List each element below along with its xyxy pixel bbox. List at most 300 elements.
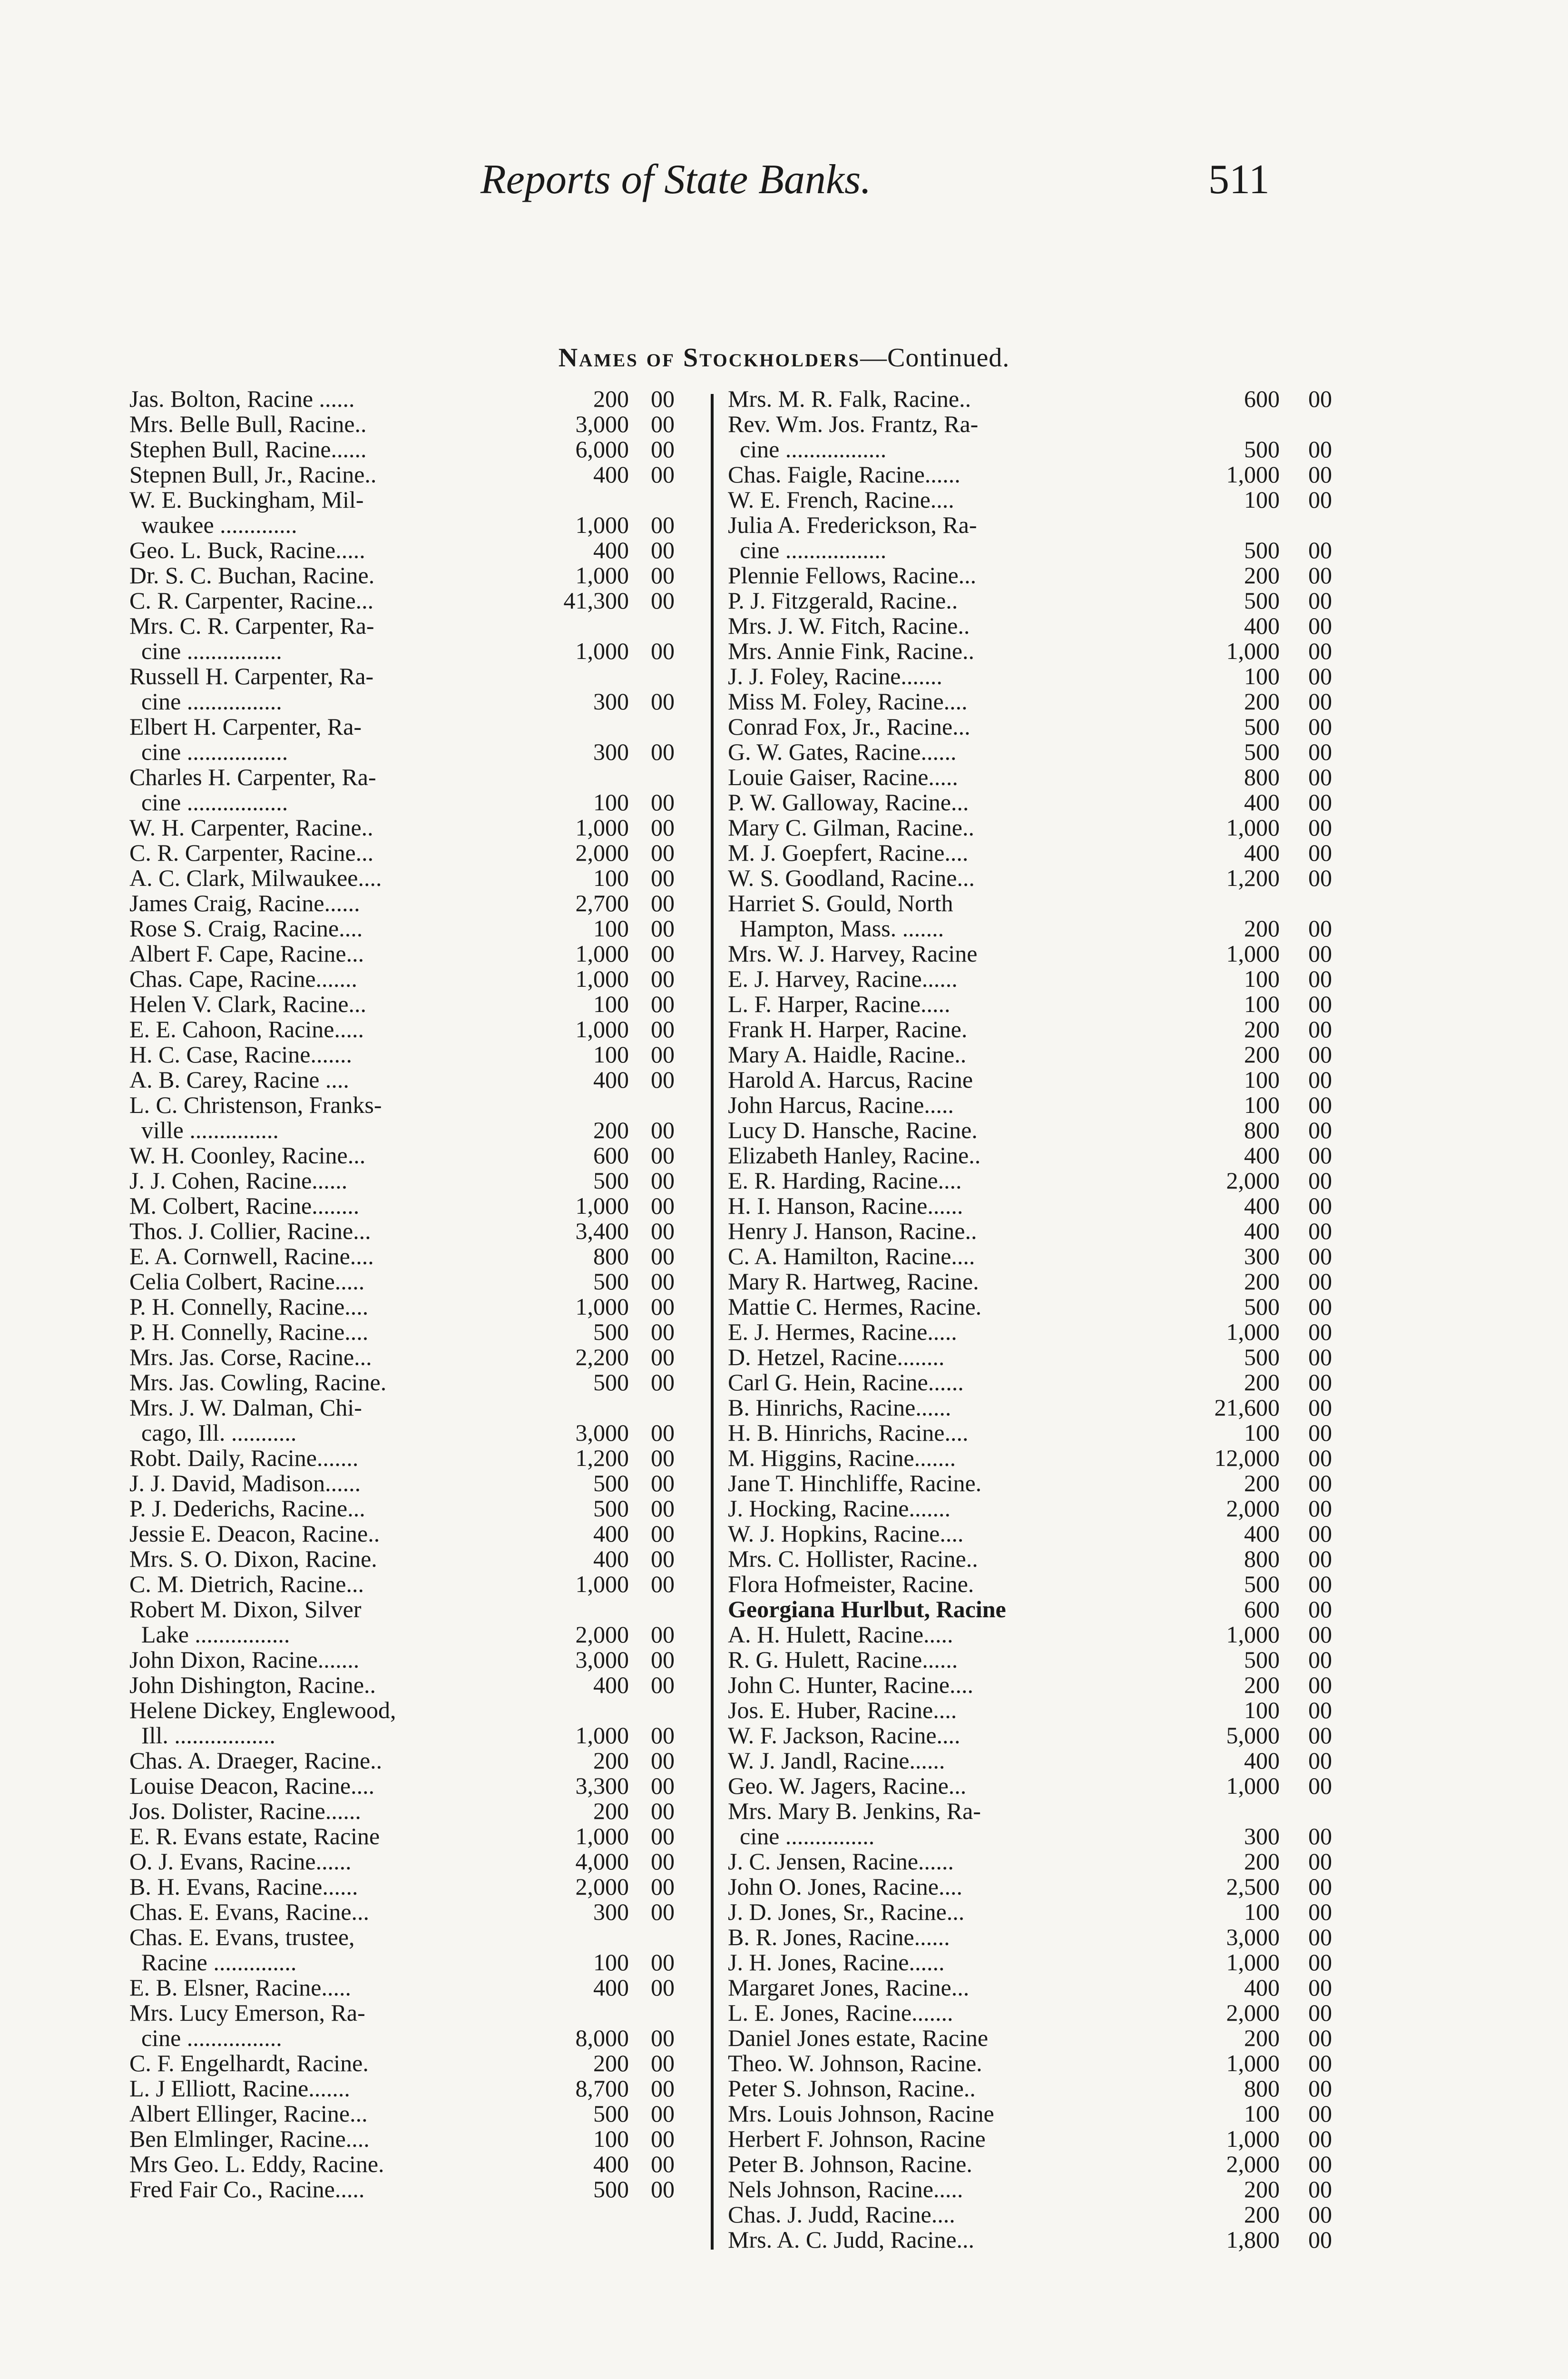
stockholder-entry	[129, 2177, 675, 2202]
stockholder-entry	[728, 2227, 1332, 2252]
stockholder-entry	[728, 1067, 1332, 1092]
stockholder-name: Charles H. Carpenter, Ra- cine .................	[129, 764, 376, 816]
stockholder-name: E. R. Evans estate, Racine	[129, 1823, 380, 1849]
share-amount-dollars: 1,200	[575, 1445, 629, 1471]
share-amount-dollars: 500	[593, 1369, 629, 1396]
share-amount-cents: 00	[1308, 587, 1332, 614]
stockholder-entry	[728, 1622, 1332, 1647]
stockholder-name: Conrad Fox, Jr., Racine...	[728, 713, 970, 740]
share-amount-cents: 00	[1308, 2025, 1332, 2051]
share-amount-dollars: 1,000	[575, 1823, 629, 1849]
stockholder-entry	[728, 1294, 1332, 1319]
share-amount-dollars: 400	[593, 1671, 629, 1698]
stockholder-name: A. B. Carey, Racine ....	[129, 1066, 349, 1093]
stockholder-entry	[129, 1521, 675, 1546]
stockholder-name: Geo. W. Jagers, Racine...	[728, 1772, 967, 1799]
share-amount-cents: 00	[1308, 537, 1332, 563]
stockholder-name: A. C. Clark, Milwaukee....	[129, 865, 382, 891]
stockholder-name: Helene Dickey, Englewood, Ill. .................	[129, 1697, 396, 1749]
share-amount-cents: 00	[1308, 1621, 1332, 1648]
share-amount-cents: 00	[651, 1671, 675, 1698]
stockholder-entry	[728, 487, 1332, 512]
stockholder-entry	[728, 2000, 1332, 2025]
share-amount-dollars: 2,000	[575, 1621, 629, 1648]
share-amount-dollars: 200	[593, 2050, 629, 2076]
stockholder-name: W. H. Carpenter, Racine..	[129, 814, 373, 841]
share-amount-cents: 00	[1308, 1545, 1332, 1572]
stockholder-name: Robert M. Dixon, Silver Lake ................	[129, 1596, 362, 1648]
share-amount-dollars: 500	[593, 1268, 629, 1295]
share-amount-dollars: 2,000	[1226, 1999, 1280, 2026]
stockholder-entry	[728, 1647, 1332, 1672]
share-amount-cents: 00	[651, 1949, 675, 1976]
stockholder-name: M. Higgins, Racine.......	[728, 1445, 956, 1471]
share-amount-cents: 00	[1308, 1268, 1332, 1295]
share-amount-cents: 00	[1308, 738, 1332, 765]
stockholder-entry	[129, 1042, 675, 1067]
stockholder-entry	[129, 1925, 675, 1975]
stockholder-entry	[728, 1597, 1332, 1622]
share-amount-cents: 00	[651, 738, 675, 765]
share-amount-cents: 00	[1308, 1117, 1332, 1143]
share-amount-cents: 00	[651, 1293, 675, 1320]
stockholder-name: John Harcus, Racine.....	[728, 1091, 954, 1118]
stockholder-name: Harriet S. Gould, North Hampton, Mass. .......	[728, 890, 953, 942]
share-amount-dollars: 3,300	[575, 1772, 629, 1799]
share-amount-cents: 00	[1308, 965, 1332, 992]
stockholder-name: O. J. Evans, Racine......	[129, 1848, 352, 1875]
section-title-main: Names of Stockholders	[558, 343, 860, 373]
share-amount-dollars: 500	[1244, 587, 1280, 614]
share-amount-dollars: 2,500	[1226, 1873, 1280, 1900]
stockholder-entry	[129, 2101, 675, 2126]
share-amount-cents: 00	[651, 1722, 675, 1749]
share-amount-dollars: 400	[1244, 612, 1280, 639]
share-amount-dollars: 1,000	[1226, 940, 1280, 967]
stockholder-name: C. M. Dietrich, Racine...	[129, 1571, 364, 1597]
share-amount-cents: 00	[651, 940, 675, 967]
share-amount-dollars: 1,200	[1226, 865, 1280, 891]
share-amount-cents: 00	[1308, 814, 1332, 841]
stockholder-name: E. R. Harding, Racine....	[728, 1167, 962, 1194]
share-amount-dollars: 800	[1244, 1545, 1280, 1572]
share-amount-dollars: 400	[593, 1066, 629, 1093]
stockholder-name: Plennie Fellows, Racine...	[728, 562, 977, 589]
stockholder-entry	[728, 588, 1332, 613]
share-amount-dollars: 200	[593, 1117, 629, 1143]
stockholder-name: Albert Ellinger, Racine...	[129, 2100, 368, 2127]
share-amount-dollars: 1,000	[1226, 1318, 1280, 1345]
share-amount-dollars: 200	[593, 385, 629, 412]
share-amount-dollars: 800	[1244, 1117, 1280, 1143]
stockholder-entry	[728, 1773, 1332, 1799]
share-amount-dollars: 200	[1244, 2176, 1280, 2202]
stockholder-entry	[129, 992, 675, 1017]
stockholder-name: P. J. Fitzgerald, Racine..	[728, 587, 958, 614]
stockholder-entry	[728, 462, 1332, 487]
stockholder-entry	[728, 412, 1332, 462]
stockholder-name: H. I. Hanson, Racine......	[728, 1192, 963, 1219]
share-amount-dollars: 100	[1244, 1066, 1280, 1093]
stockholder-name: Jos. Dolister, Racine......	[129, 1798, 361, 1824]
stockholder-entry	[129, 664, 675, 714]
share-amount-cents: 00	[651, 1545, 675, 1572]
share-amount-cents: 00	[1308, 2201, 1332, 2228]
stockholder-entry	[129, 941, 675, 966]
share-amount-cents: 00	[651, 1646, 675, 1673]
stockholder-entry	[728, 1420, 1332, 1445]
stockholder-entry	[728, 1118, 1332, 1143]
section-title	[0, 339, 1568, 377]
stockholder-entry	[129, 1395, 675, 1445]
stockholder-name: J. J. Cohen, Racine......	[129, 1167, 348, 1194]
share-amount-cents: 00	[1308, 2151, 1332, 2177]
stockholder-entry	[728, 1370, 1332, 1395]
stockholder-name: Lucy D. Hansche, Racine.	[728, 1117, 978, 1143]
stockholder-name: Carl G. Hein, Racine......	[728, 1369, 964, 1396]
share-amount-cents: 00	[651, 2125, 675, 2152]
stockholder-entry	[728, 2202, 1332, 2227]
share-amount-cents: 00	[651, 814, 675, 841]
stockholder-entry	[129, 1597, 675, 1647]
share-amount-dollars: 100	[1244, 486, 1280, 513]
share-amount-cents: 00	[1308, 764, 1332, 790]
share-amount-cents: 00	[1308, 839, 1332, 866]
share-amount-dollars: 3,400	[575, 1218, 629, 1244]
share-amount-cents: 00	[651, 436, 675, 462]
stockholder-name: Theo. W. Johnson, Racine.	[728, 2050, 982, 2076]
share-amount-dollars: 100	[1244, 2100, 1280, 2127]
stockholder-entry	[728, 941, 1332, 966]
stockholder-name: Mrs. Lucy Emerson, Ra- cine ................	[129, 1999, 365, 2051]
share-amount-dollars: 2,000	[1226, 1167, 1280, 1194]
share-amount-cents: 00	[651, 1344, 675, 1370]
share-amount-dollars: 21,600	[1214, 1394, 1280, 1421]
stockholder-name: Harold A. Harcus, Racine	[728, 1066, 973, 1093]
stockholder-name: Robt. Daily, Racine.......	[129, 1445, 359, 1471]
share-amount-cents: 00	[1308, 1318, 1332, 1345]
share-amount-cents: 00	[651, 1369, 675, 1396]
share-amount-dollars: 400	[1244, 1142, 1280, 1169]
share-amount-cents: 00	[651, 1066, 675, 1093]
share-amount-cents: 00	[651, 1974, 675, 2001]
stockholder-name: C. R. Carpenter, Racine...	[129, 587, 374, 614]
share-amount-dollars: 400	[1244, 1974, 1280, 2001]
share-amount-cents: 00	[651, 1495, 675, 1522]
share-amount-cents: 00	[1308, 1571, 1332, 1597]
share-amount-dollars: 100	[1244, 1898, 1280, 1925]
stockholder-name: J. J. Foley, Racine.......	[728, 663, 942, 689]
share-amount-dollars: 500	[1244, 1293, 1280, 1320]
share-amount-cents: 00	[1308, 1167, 1332, 1194]
share-amount-cents: 00	[651, 839, 675, 866]
stockholder-name: J. H. Jones, Racine......	[728, 1949, 945, 1976]
stockholder-entry	[129, 1219, 675, 1244]
share-amount-cents: 00	[1308, 562, 1332, 589]
share-amount-cents: 00	[651, 1041, 675, 1068]
stockholder-entry	[129, 1445, 675, 1471]
stockholder-name: Peter S. Johnson, Racine..	[728, 2075, 976, 2102]
share-amount-cents: 00	[1308, 2125, 1332, 2152]
stockholder-list-right	[728, 386, 1332, 2252]
stockholder-name: W. E. French, Racine....	[728, 486, 954, 513]
share-amount-dollars: 8,000	[575, 2025, 629, 2051]
stockholder-entry	[728, 739, 1332, 765]
stockholder-entry	[728, 1143, 1332, 1168]
stockholder-name: E. A. Cornwell, Racine....	[129, 1243, 374, 1269]
share-amount-dollars: 2,200	[575, 1344, 629, 1370]
share-amount-dollars: 3,000	[575, 411, 629, 437]
stockholder-name: L. J Elliott, Racine.......	[129, 2075, 350, 2102]
stockholder-name: Margaret Jones, Racine...	[728, 1974, 970, 2001]
stockholder-entry	[129, 840, 675, 865]
share-amount-cents: 00	[651, 638, 675, 664]
stockholder-entry	[728, 1219, 1332, 1244]
share-amount-dollars: 6,000	[575, 436, 629, 462]
stockholder-entry	[129, 891, 675, 916]
stockholder-entry	[728, 1445, 1332, 1471]
share-amount-cents: 00	[651, 865, 675, 891]
stockholder-name: L. F. Harper, Racine.....	[728, 991, 951, 1017]
stockholder-entry	[129, 563, 675, 588]
stockholder-entry	[129, 1698, 675, 1748]
stockholder-entry	[129, 1496, 675, 1521]
share-amount-dollars: 300	[1244, 1243, 1280, 1269]
share-amount-dollars: 100	[593, 991, 629, 1017]
stockholder-name: Louise Deacon, Racine....	[129, 1772, 375, 1799]
stockholder-name: Mrs. C. Hollister, Racine..	[728, 1545, 978, 1572]
stockholder-entry	[728, 1874, 1332, 1899]
share-amount-dollars: 200	[1244, 2201, 1280, 2228]
stockholder-name: C. A. Hamilton, Racine....	[728, 1243, 975, 1269]
stockholder-entry	[129, 1647, 675, 1672]
share-amount-cents: 00	[651, 1167, 675, 1194]
share-amount-dollars: 800	[1244, 2075, 1280, 2102]
share-amount-cents: 00	[1308, 2176, 1332, 2202]
stockholder-entry	[129, 437, 675, 462]
stockholder-entry	[129, 1572, 675, 1597]
share-amount-cents: 00	[1308, 436, 1332, 462]
share-amount-dollars: 2,000	[1226, 2151, 1280, 2177]
stockholder-name: Georgiana Hurlbut, Racine	[728, 1596, 1006, 1622]
share-amount-dollars: 200	[1244, 1848, 1280, 1875]
stockholder-entry	[129, 1017, 675, 1042]
share-amount-dollars: 1,000	[1226, 1772, 1280, 1799]
stockholder-entry	[728, 1950, 1332, 1975]
stockholder-name: James Craig, Racine......	[129, 890, 360, 916]
stockholder-entry	[129, 613, 675, 664]
share-amount-dollars: 1,000	[1226, 1621, 1280, 1648]
stockholder-entry	[728, 1975, 1332, 2000]
share-amount-dollars: 400	[593, 461, 629, 488]
share-amount-cents: 00	[651, 965, 675, 992]
share-amount-cents: 00	[651, 1142, 675, 1169]
stockholder-entry	[129, 1193, 675, 1219]
share-amount-cents: 00	[1308, 612, 1332, 639]
stockholder-entry	[129, 1269, 675, 1294]
stockholder-name: W. S. Goodland, Racine...	[728, 865, 975, 891]
stockholder-entry	[129, 386, 675, 412]
stockholder-name: M. Colbert, Racine........	[129, 1192, 360, 1219]
stockholder-entry	[129, 2000, 675, 2051]
stockholder-entry	[728, 1471, 1332, 1496]
stockholder-entry	[728, 2152, 1332, 2177]
stockholder-entry	[728, 1849, 1332, 1874]
stockholder-name: Mary R. Hartweg, Racine.	[728, 1268, 979, 1295]
stockholder-name: R. G. Hulett, Racine......	[728, 1646, 958, 1673]
stockholder-name: Mrs. Mary B. Jenkins, Ra- cine ...............	[728, 1798, 981, 1849]
share-amount-dollars: 400	[1244, 1520, 1280, 1547]
share-amount-cents: 00	[1308, 1999, 1332, 2026]
stockholder-entry	[728, 1899, 1332, 1925]
stockholder-name: Jas. Bolton, Racine ......	[129, 385, 355, 412]
stockholder-entry	[129, 1244, 675, 1269]
share-amount-cents: 00	[1308, 1974, 1332, 2001]
stockholder-entry	[129, 1546, 675, 1572]
share-amount-dollars: 1,000	[575, 1293, 629, 1320]
share-amount-cents: 00	[651, 1268, 675, 1295]
stockholder-entry	[129, 412, 675, 437]
stockholder-name: H. C. Case, Racine.......	[129, 1041, 352, 1068]
share-amount-cents: 00	[1308, 713, 1332, 740]
stockholder-entry	[728, 1572, 1332, 1597]
stockholder-entry	[728, 1092, 1332, 1118]
share-amount-cents: 00	[1308, 1041, 1332, 1068]
share-amount-cents: 00	[1308, 1924, 1332, 1950]
share-amount-cents: 00	[651, 1243, 675, 1269]
share-amount-cents: 00	[651, 1192, 675, 1219]
stockholder-entry	[728, 1521, 1332, 1546]
share-amount-cents: 00	[651, 562, 675, 589]
share-amount-dollars: 100	[1244, 1697, 1280, 1723]
stockholder-entry	[728, 2101, 1332, 2126]
stockholder-name: B. H. Evans, Racine......	[129, 1873, 358, 1900]
stockholder-entry	[728, 2177, 1332, 2202]
stockholder-entry	[728, 639, 1332, 664]
stockholder-entry	[728, 840, 1332, 865]
stockholder-entry	[728, 1672, 1332, 1698]
stockholder-entry	[728, 664, 1332, 689]
stockholder-entry	[728, 689, 1332, 714]
stockholder-entry	[129, 815, 675, 840]
share-amount-dollars: 1,000	[575, 965, 629, 992]
stockholder-entry	[728, 1723, 1332, 1748]
stockholder-entry	[129, 1092, 675, 1143]
share-amount-cents: 00	[651, 1772, 675, 1799]
stockholder-name: Chas. E. Evans, trustee, Racine ..............	[129, 1924, 355, 1976]
share-amount-dollars: 1,000	[575, 1016, 629, 1042]
share-amount-dollars: 1,000	[575, 940, 629, 967]
share-amount-dollars: 400	[593, 1520, 629, 1547]
stockholder-entry	[129, 1748, 675, 1773]
share-amount-dollars: 1,000	[575, 814, 629, 841]
stockholder-name: Mrs. A. C. Judd, Racine...	[728, 2226, 975, 2253]
share-amount-dollars: 500	[1244, 436, 1280, 462]
stockholder-entry	[728, 1748, 1332, 1773]
share-amount-dollars: 1,800	[1226, 2226, 1280, 2253]
share-amount-cents: 00	[651, 1873, 675, 1900]
stockholder-name: Henry J. Hanson, Racine..	[728, 1218, 977, 1244]
share-amount-dollars: 41,300	[563, 587, 629, 614]
share-amount-cents: 00	[1308, 688, 1332, 715]
share-amount-cents: 00	[651, 1621, 675, 1648]
share-amount-cents: 00	[651, 537, 675, 563]
share-amount-cents: 00	[1308, 1520, 1332, 1547]
share-amount-dollars: 500	[1244, 537, 1280, 563]
column-divider	[711, 394, 714, 2250]
stockholder-name: Mary C. Gilman, Racine..	[728, 814, 974, 841]
share-amount-dollars: 1,000	[575, 1192, 629, 1219]
share-amount-cents: 00	[1308, 789, 1332, 816]
stockholder-entry	[129, 1067, 675, 1092]
share-amount-dollars: 200	[1244, 1041, 1280, 1068]
share-amount-cents: 00	[1308, 2050, 1332, 2076]
share-amount-dollars: 1,000	[1226, 1949, 1280, 1976]
share-amount-dollars: 500	[1244, 713, 1280, 740]
share-amount-cents: 00	[1308, 461, 1332, 488]
stockholder-name: Russell H. Carpenter, Ra- cine ................	[129, 663, 374, 715]
share-amount-dollars: 500	[1244, 1571, 1280, 1597]
stockholder-entry	[728, 966, 1332, 992]
stockholder-name: D. Hetzel, Racine........	[728, 1344, 945, 1370]
stockholder-name: Mrs. J. W. Fitch, Racine..	[728, 612, 970, 639]
stockholder-entry	[129, 765, 675, 815]
stockholder-entry	[129, 1345, 675, 1370]
share-amount-dollars: 500	[593, 1470, 629, 1496]
share-amount-cents: 00	[1308, 2226, 1332, 2253]
stockholder-name: Stepnen Bull, Jr., Racine..	[129, 461, 377, 488]
share-amount-cents: 00	[1308, 1747, 1332, 1774]
stockholder-name: Mattie C. Hermes, Racine.	[728, 1293, 982, 1320]
share-amount-dollars: 100	[593, 915, 629, 942]
share-amount-dollars: 400	[1244, 1192, 1280, 1219]
share-amount-cents: 00	[1308, 1016, 1332, 1042]
stockholder-entry	[728, 992, 1332, 1017]
share-amount-cents: 00	[651, 1520, 675, 1547]
share-amount-cents: 00	[1308, 1470, 1332, 1496]
share-amount-cents: 00	[651, 1016, 675, 1042]
share-amount-cents: 00	[1308, 865, 1332, 891]
share-amount-dollars: 500	[593, 2100, 629, 2127]
share-amount-cents: 00	[651, 2151, 675, 2177]
stockholder-entry	[129, 2076, 675, 2101]
stockholder-name: Jane T. Hinchliffe, Racine.	[728, 1470, 982, 1496]
share-amount-cents: 00	[651, 1571, 675, 1597]
share-amount-cents: 00	[1308, 1419, 1332, 1446]
stockholder-name: P. W. Galloway, Racine...	[728, 789, 969, 816]
stockholder-name: Chas. Faigle, Racine......	[728, 461, 960, 488]
stockholder-name: Ben Elmlinger, Racine....	[129, 2125, 370, 2152]
stockholder-entry	[728, 1799, 1332, 1849]
page-header	[0, 151, 1568, 208]
share-amount-cents: 00	[651, 915, 675, 942]
stockholder-name: Chas. E. Evans, Racine...	[129, 1898, 370, 1925]
stockholder-name: J. C. Jensen, Racine......	[728, 1848, 954, 1875]
share-amount-dollars: 200	[1244, 1268, 1280, 1295]
stockholder-name: E. J. Harvey, Racine......	[728, 965, 958, 992]
stockholder-name: G. W. Gates, Racine......	[728, 738, 957, 765]
stockholder-name: L. C. Christenson, Franks- ville ...............	[129, 1091, 382, 1143]
share-amount-cents: 00	[651, 688, 675, 715]
share-amount-dollars: 300	[593, 688, 629, 715]
share-amount-cents: 00	[1308, 385, 1332, 412]
share-amount-dollars: 200	[1244, 1671, 1280, 1698]
share-amount-dollars: 100	[1244, 1419, 1280, 1446]
stockholder-entry	[728, 1698, 1332, 1723]
stockholder-entry	[129, 1168, 675, 1193]
share-amount-dollars: 300	[1244, 1823, 1280, 1849]
share-amount-dollars: 200	[1244, 1016, 1280, 1042]
